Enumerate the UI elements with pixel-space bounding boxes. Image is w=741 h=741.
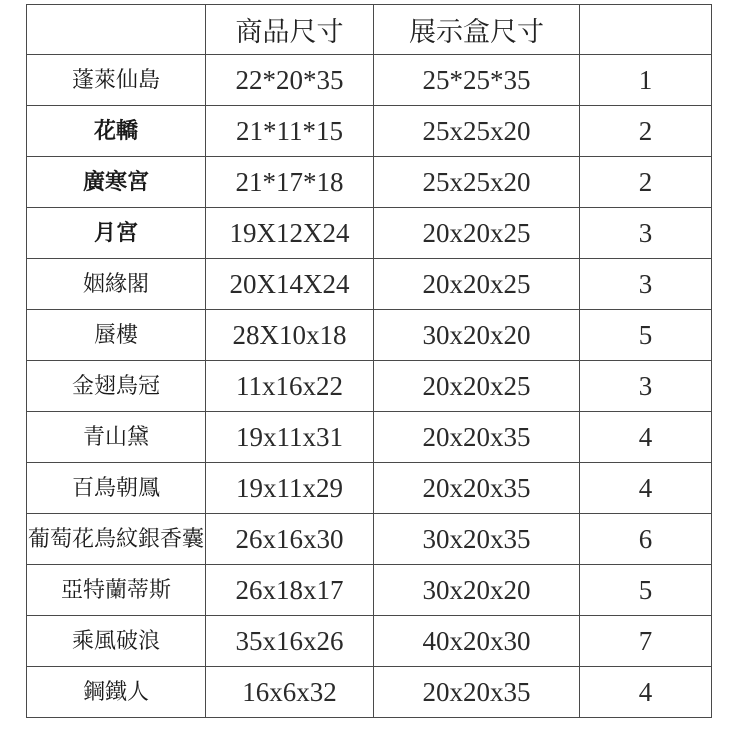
cell-product-size[interactable]: 16x6x32 [206, 667, 374, 718]
cell-qty[interactable]: 6 [580, 514, 712, 565]
cell-box-size[interactable]: 20x20x35 [374, 667, 580, 718]
cell-item-name[interactable]: 花轎 [27, 106, 206, 157]
table-row [27, 565, 712, 616]
cell-box-size[interactable]: 20x20x25 [374, 259, 580, 310]
cell-item-name[interactable]: 廣寒宮 [27, 157, 206, 208]
cell-qty[interactable]: 3 [580, 361, 712, 412]
table-row [27, 259, 712, 310]
cell-item-name[interactable]: 葡萄花鳥紋銀香囊 [27, 514, 206, 565]
cell-box-size[interactable]: 20x20x25 [374, 208, 580, 259]
cell-qty[interactable]: 4 [580, 667, 712, 718]
cell-product-size[interactable]: 19x11x29 [206, 463, 374, 514]
header-cell-product-size[interactable]: 商品尺寸 [206, 5, 374, 55]
cell-box-size[interactable]: 25x25x20 [374, 157, 580, 208]
cell-product-size[interactable]: 22*20*35 [206, 55, 374, 106]
table-row [27, 616, 712, 667]
cell-box-size[interactable]: 40x20x30 [374, 616, 580, 667]
cell-qty[interactable]: 7 [580, 616, 712, 667]
table-row [27, 310, 712, 361]
cell-box-size[interactable]: 20x20x25 [374, 361, 580, 412]
header-cell-box-size[interactable]: 展示盒尺寸 [374, 5, 580, 55]
header-cell-name[interactable] [27, 5, 206, 55]
table-row [27, 514, 712, 565]
header-cell-qty[interactable] [580, 5, 712, 55]
cell-item-name[interactable]: 百鳥朝鳳 [27, 463, 206, 514]
cell-product-size[interactable]: 11x16x22 [206, 361, 374, 412]
cell-item-name[interactable]: 亞特蘭蒂斯 [27, 565, 206, 616]
spreadsheet-table [26, 4, 712, 718]
cell-box-size[interactable]: 20x20x35 [374, 412, 580, 463]
cell-product-size[interactable]: 21*11*15 [206, 106, 374, 157]
cell-qty[interactable]: 3 [580, 259, 712, 310]
cell-box-size[interactable]: 25x25x20 [374, 106, 580, 157]
cell-qty[interactable]: 4 [580, 412, 712, 463]
cell-product-size[interactable]: 21*17*18 [206, 157, 374, 208]
cell-box-size[interactable]: 25*25*35 [374, 55, 580, 106]
cell-product-size[interactable]: 35x16x26 [206, 616, 374, 667]
cell-item-name[interactable]: 青山黛 [27, 412, 206, 463]
cell-box-size[interactable]: 20x20x35 [374, 463, 580, 514]
cell-product-size[interactable]: 26x18x17 [206, 565, 374, 616]
table-row [27, 412, 712, 463]
cell-item-name[interactable]: 月宮 [27, 208, 206, 259]
cell-qty[interactable]: 4 [580, 463, 712, 514]
cell-box-size[interactable]: 30x20x20 [374, 565, 580, 616]
header-row [27, 5, 712, 55]
cell-item-name[interactable]: 乘風破浪 [27, 616, 206, 667]
table-body [27, 5, 712, 718]
cell-qty[interactable]: 3 [580, 208, 712, 259]
table-row [27, 361, 712, 412]
cell-product-size[interactable]: 19X12X24 [206, 208, 374, 259]
cell-box-size[interactable]: 30x20x20 [374, 310, 580, 361]
cell-item-name[interactable]: 鋼鐵人 [27, 667, 206, 718]
cell-qty[interactable]: 5 [580, 565, 712, 616]
cell-qty[interactable]: 2 [580, 106, 712, 157]
table-row [27, 667, 712, 718]
cell-item-name[interactable]: 金翅鳥冠 [27, 361, 206, 412]
cell-qty[interactable]: 1 [580, 55, 712, 106]
cell-qty[interactable]: 2 [580, 157, 712, 208]
cell-qty[interactable]: 5 [580, 310, 712, 361]
cell-product-size[interactable]: 19x11x31 [206, 412, 374, 463]
cell-item-name[interactable]: 蜃樓 [27, 310, 206, 361]
clipped-top-edge [0, 0, 741, 4]
cell-item-name[interactable]: 姻緣閣 [27, 259, 206, 310]
table-row [27, 106, 712, 157]
table-row [27, 208, 712, 259]
cell-box-size[interactable]: 30x20x35 [374, 514, 580, 565]
table-row [27, 55, 712, 106]
table-row [27, 463, 712, 514]
cell-product-size[interactable]: 28X10x18 [206, 310, 374, 361]
cell-item-name[interactable]: 蓬萊仙島 [27, 55, 206, 106]
cell-product-size[interactable]: 26x16x30 [206, 514, 374, 565]
cell-product-size[interactable]: 20X14X24 [206, 259, 374, 310]
table-row [27, 157, 712, 208]
